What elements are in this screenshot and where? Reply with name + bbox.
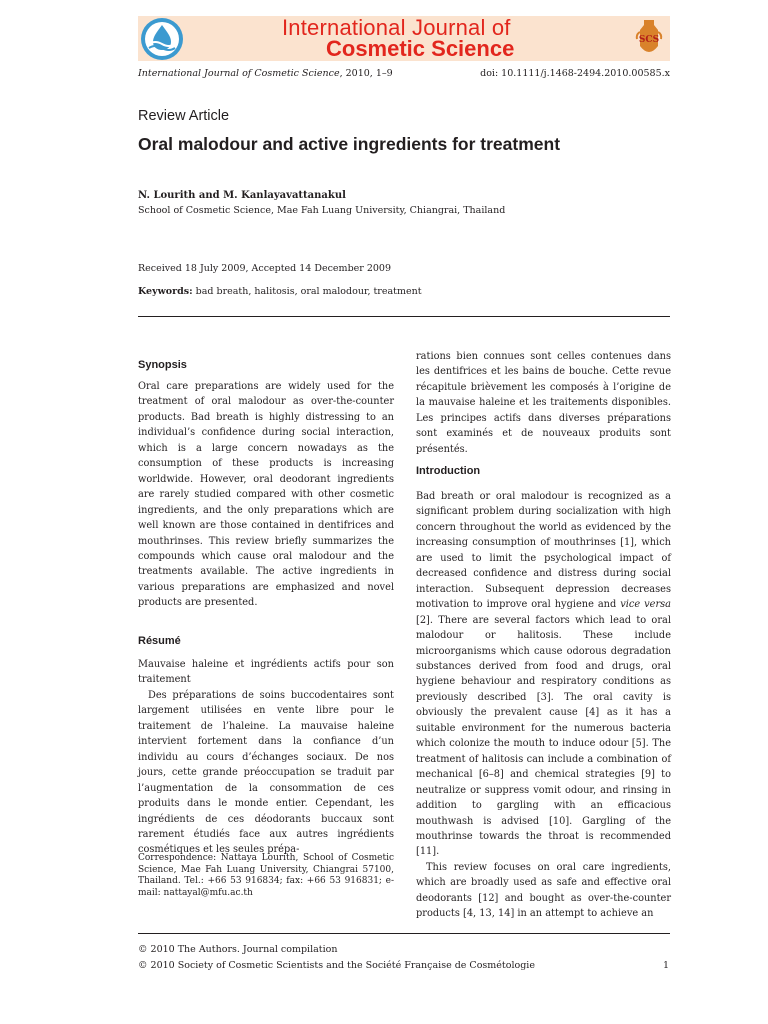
page-number: 1 (662, 960, 669, 971)
resume-continued (416, 349, 671, 457)
introduction-text (416, 489, 671, 922)
doi[interactable]: doi: 10.1111/j.1468-2494.2010.00585.x (480, 68, 670, 79)
journal-title-line2: Cosmetic Science (326, 36, 515, 61)
footer-divider (138, 933, 670, 934)
article-type: Review Article (138, 108, 230, 124)
keywords-list: bad breath, halitosis, oral malodour, treatment (192, 286, 422, 297)
intro-text-a: Bad breath or oral malodour is recognized as a significant problem during socialization with high concern throughout the world as evidenced by the increasing consumption of mouthrinses [1], which are used to limit the psychological impact of decreased confidence and distress during social interaction. Subsequent depression decreases motivation to improve oral hygiene and (416, 491, 671, 611)
affiliation: School of Cosmetic Science, Mae Fah Luang University, Chiangrai, Thailand (138, 205, 506, 216)
synopsis-heading: Synopsis (138, 359, 187, 371)
resume-paragraph: Des préparations de soins buccodentaires sont largement utilisées en vente libre pour le traitement de l’haleine. La mauvaise haleine intervient fortement dans la confiance d’un individu au cours d’échanges sociaux. De nos jours, cette grande préoccupation se traduit par l’augmentation de la consommation de ces produits dans le monde entier. Cependant, les ingrédients de ces déodorants buccaux sont rarement étudiés face aux autres ingrédients cosmétiques et les seules prépa- (138, 689, 394, 856)
society-logo-icon (632, 18, 666, 60)
resume-continued-paragraph: rations bien connues sont celles contenues dans les dentifrices et les bains de bouche. Cette revue récapitule brièvement les composés à l’origine de la mauvaise haleine et les traitements disponibles. Les principes actifs dans diverses préparations sont examinés et de nouveaux produits sont présentés. (416, 351, 671, 455)
introduction-paragraph-1 (416, 489, 671, 860)
journal-logo-icon (140, 17, 184, 61)
resume-title: Mauvaise haleine et ingrédients actifs pour son traitement (138, 659, 394, 686)
introduction-paragraph-2: This review focuses on oral care ingredients, which are broadly used as safe and effective oral deodorants [12] and bought as over-the-counter products [4, 13, 14] in an attempt to achieve an (416, 861, 671, 920)
introduction-heading: Introduction (416, 465, 481, 477)
correspondence-note: Correspondence: Nattaya Lourith, School of Cosmetic Science, Mae Fah Luang University, Chiangrai 57100, Thailand. Tel.: +66 53 916834; fax: +66 53 916831; e-mail: nattayal@mfu.ac.th (138, 853, 394, 898)
citation-line (138, 68, 393, 80)
citation-details: , 2010, 1–9 (339, 68, 393, 79)
article-title: Oral malodour and active ingredients for treatment (138, 134, 561, 154)
keywords-label: Keywords: (138, 286, 193, 297)
synopsis-paragraph: Oral care preparations are widely used for the treatment of oral malodour as over-the-counter products. Bad breath is highly distressing to an individual’s confidence during social interaction, which is a large concern nowadays as the consumption of these products is increasing worldwide. However, oral deodorant ingredients are rarely studied compared with other cosmetic ingredients, and the only preparations which are well known are those contained in dentifrices and mouthrinses. This review briefly summarizes the compounds which cause oral malodour and the treatments available. The active ingredients in various preparations are emphasized and novel products are presented. (138, 381, 394, 609)
intro-text-b: [2]. There are several factors which lead to oral malodour or halitosis. These include microorganisms which cause odorous degradation substances derived from food and drugs, oral hygiene behaviour and respiratory conditions as previously described [3]. The oral cavity is obviously the prevalent cause [4] as it has a suitable environment for the numerous bacteria which colonize the mouth to induce odour [5]. The treatment of halitosis can include a combination of mechanical [6–8] and chemical strategies [9] to neutralize or suppress vomit odour, and rinsing in addition to gargling with an efficacious mouthwash is advised [10]. Gargling of the mouthrinse towards the throat is recommended [11]. (416, 614, 671, 858)
synopsis-text (138, 379, 394, 611)
journal-title-line1: International Journal of (282, 15, 511, 40)
copyright-line-2: © 2010 Society of Cosmetic Scientists and the Société Française de Cosmétologie (138, 960, 535, 971)
citation-journal: International Journal of Cosmetic Science (138, 68, 340, 79)
keywords (138, 286, 422, 298)
intro-italic: vice versa (620, 599, 672, 611)
received-dates: Received 18 July 2009, Accepted 14 December 2009 (138, 263, 392, 274)
copyright-line-1: © 2010 The Authors. Journal compilation (138, 944, 338, 955)
header-divider (138, 316, 670, 317)
resume-heading: Résumé (138, 635, 181, 647)
society-logo-text: SCS (638, 35, 660, 45)
resume-text (138, 657, 394, 858)
authors: N. Lourith and M. Kanlayavattanakul (138, 190, 346, 201)
